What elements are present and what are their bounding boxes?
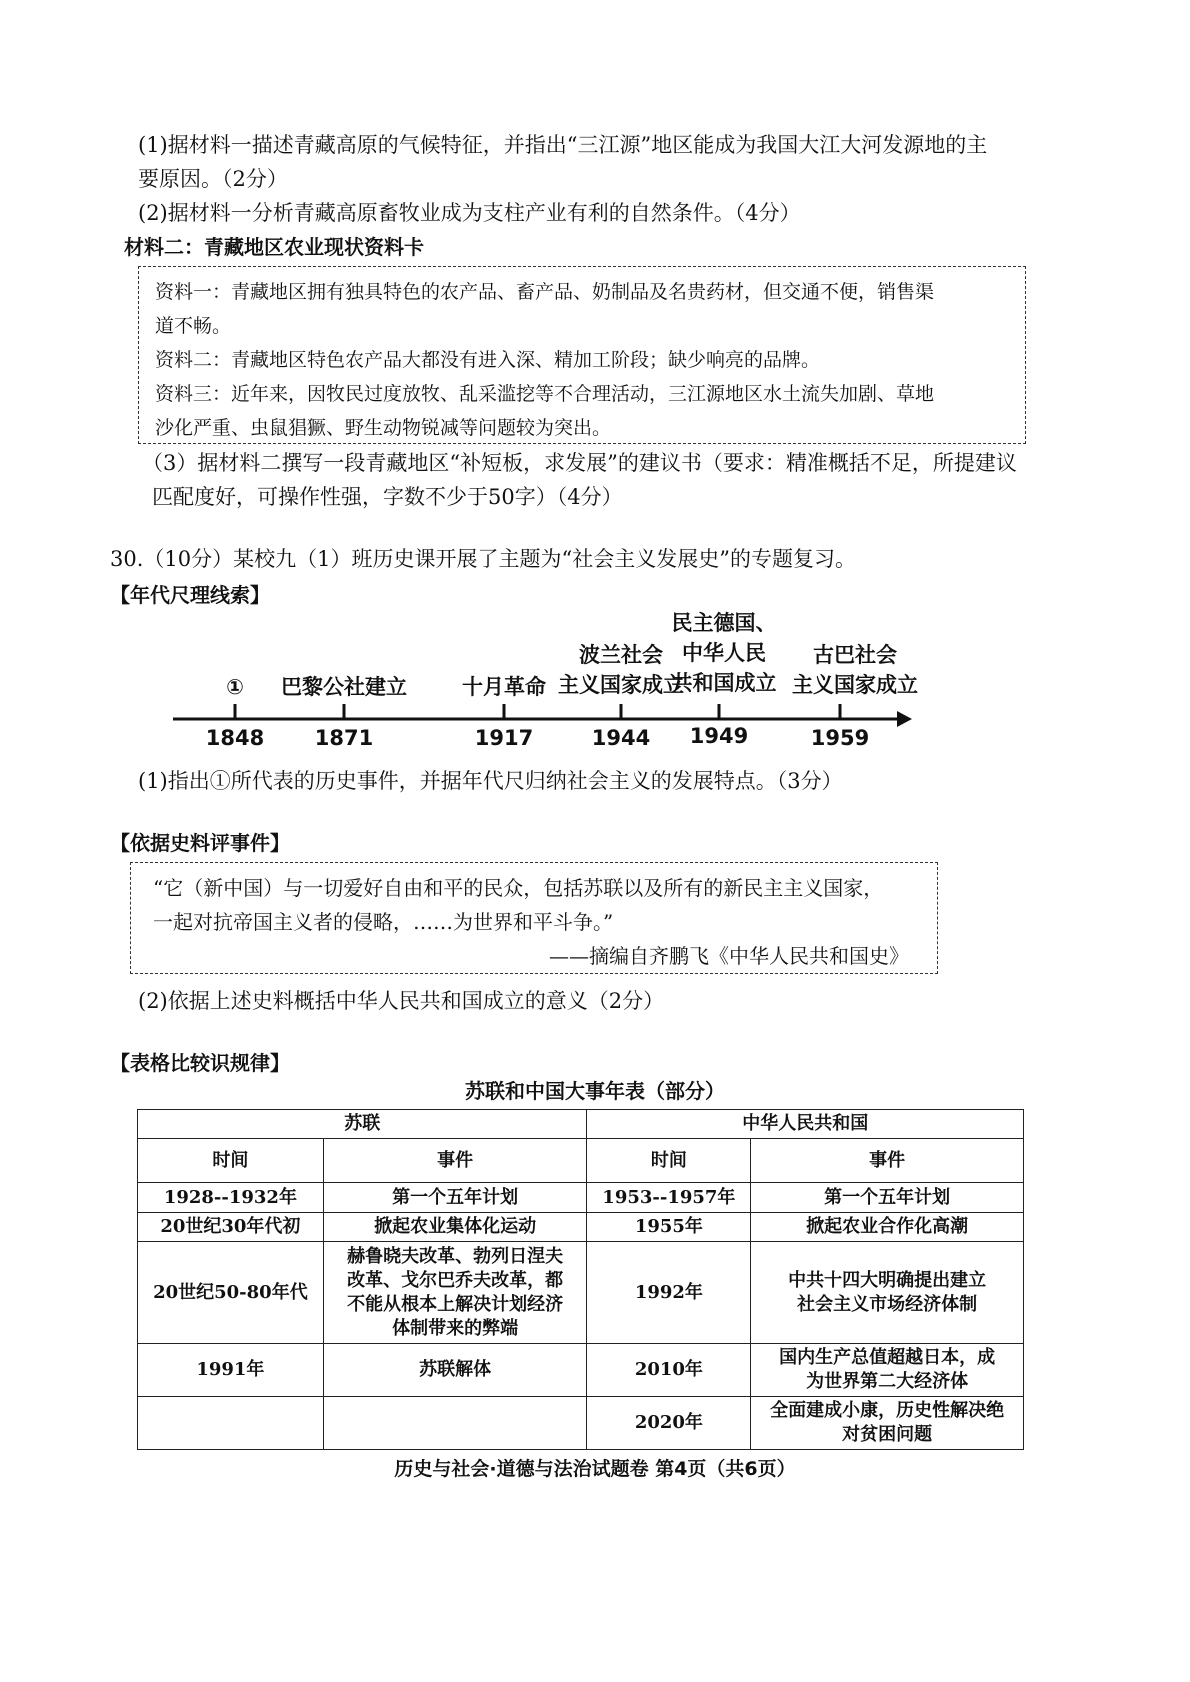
q29-sub2: (2)据材料一分析青藏高原畜牧业成为支柱产业有利的自然条件。（4分） xyxy=(138,201,801,225)
group-header-china: 中华人民共和国 xyxy=(587,1110,1024,1139)
card-line: 资料二：青藏地区特色农产品大都没有进入深、精加工阶段；缺少响亮的品牌。 xyxy=(155,349,821,371)
timeline-year: 1949 xyxy=(689,724,749,748)
table-row: 2020年 全面建成小康，历史性解决绝对贫困问题 xyxy=(138,1397,1024,1450)
timeline-label-1959: 古巴社会 主义国家成立 xyxy=(792,643,918,697)
table-title: 苏联和中国大事年表（部分） xyxy=(465,1079,725,1103)
table-row: 20世纪50-80年代 赫鲁晓夫改革、勃列日涅夫改革、戈尔巴乔夫改革，都不能从根本上解决计划经济体制带来的弊端 1992年 中共十四大明确提出建立社会主义市场经济体制 xyxy=(138,1242,1024,1344)
page-footer: 历史与社会·道德与法治试题卷 第4页（共6页） xyxy=(394,1458,796,1480)
card-line: 资料一：青藏地区拥有独具特色的农产品、畜产品、奶制品及名贵药材，但交通不便，销售渠 xyxy=(155,281,935,303)
q30-sub2: (2)依据上述史料概括中华人民共和国成立的意义（2分） xyxy=(138,989,665,1013)
card-line: 资料三：近年来，因牧民过度放牧、乱采滥挖等不合理活动，三江源地区水土流失加剧、草地 xyxy=(155,383,935,405)
col-header-event: 事件 xyxy=(323,1139,587,1183)
timeline xyxy=(0,600,1190,760)
q29-sub1: (1)据材料一描述青藏高原的气候特征，并指出“三江源”地区能成为我国大江大河发源地的主 要原因。（2分） xyxy=(138,133,988,191)
q30-sub1: (1)指出①所代表的历史事件，并据年代尺归纳社会主义的发展特点。（3分） xyxy=(138,769,843,793)
timeline-year: 1959 xyxy=(810,726,870,750)
q29-sub3: （3）据材料二撰写一段青藏地区“补短板，求发展”的建议书（要求：精准概括不足，所提建议 匹配度好，可操作性强，字数不少于50字）（4分） xyxy=(142,451,1017,509)
timeline-heading: 【年代尺理线索】 xyxy=(110,583,270,607)
group-header-soviet: 苏联 xyxy=(138,1110,587,1139)
timeline-label-1871: 巴黎公社建立 xyxy=(281,675,407,699)
timeline-label-1917: 十月革命 xyxy=(462,675,546,699)
table-row: 1928--1932年 第一个五年计划 1953--1957年 第一个五年计划 xyxy=(138,1183,1024,1213)
timeline-year: 1917 xyxy=(474,726,534,750)
timeline-year: 1848 xyxy=(205,726,265,750)
timeline-label-1848: ① xyxy=(226,675,244,699)
timeline-label-1944: 波兰社会 主义国家成立 xyxy=(558,643,684,697)
quote-line: 一起对抗帝国主义者的侵略，……为世界和平斗争。” xyxy=(153,910,614,934)
material2-card xyxy=(138,266,1026,444)
quote-line: “它（新中国）与一切爱好自由和平的民众，包括苏联以及所有的新民主主义国家， xyxy=(153,876,884,900)
card-line: 沙化严重、虫鼠猖獗、野生动物锐减等问题较为突出。 xyxy=(155,417,612,439)
timeline-year: 1871 xyxy=(314,726,374,750)
col-header-time: 时间 xyxy=(138,1139,324,1183)
timeline-year: 1944 xyxy=(591,726,651,750)
quote-source: ——摘编自齐鹏飞《中华人民共和国史》 xyxy=(549,944,909,968)
card-line: 道不畅。 xyxy=(155,315,232,337)
events-table xyxy=(137,1109,1024,1450)
table-heading: 【表格比较识规律】 xyxy=(110,1051,290,1075)
quote-box xyxy=(130,862,938,974)
material2-title: 材料二：青藏地区农业现状资料卡 xyxy=(124,235,424,259)
table-row: 1991年 苏联解体 2010年 国内生产总值超越日本，成为世界第二大经济体 xyxy=(138,1344,1024,1397)
q30-intro: 30.（10分）某校九（1）班历史课开展了主题为“社会主义发展史”的专题复习。 xyxy=(110,547,856,571)
table-row: 20世纪30年代初 掀起农业集体化运动 1955年 掀起农业合作化高潮 xyxy=(138,1213,1024,1242)
source-heading: 【依据史料评事件】 xyxy=(110,831,290,855)
timeline-label-1949: 民主德国、 中华人民 共和国成立 xyxy=(671,611,777,695)
col-header-time: 时间 xyxy=(587,1139,751,1183)
col-header-event: 事件 xyxy=(751,1139,1024,1183)
